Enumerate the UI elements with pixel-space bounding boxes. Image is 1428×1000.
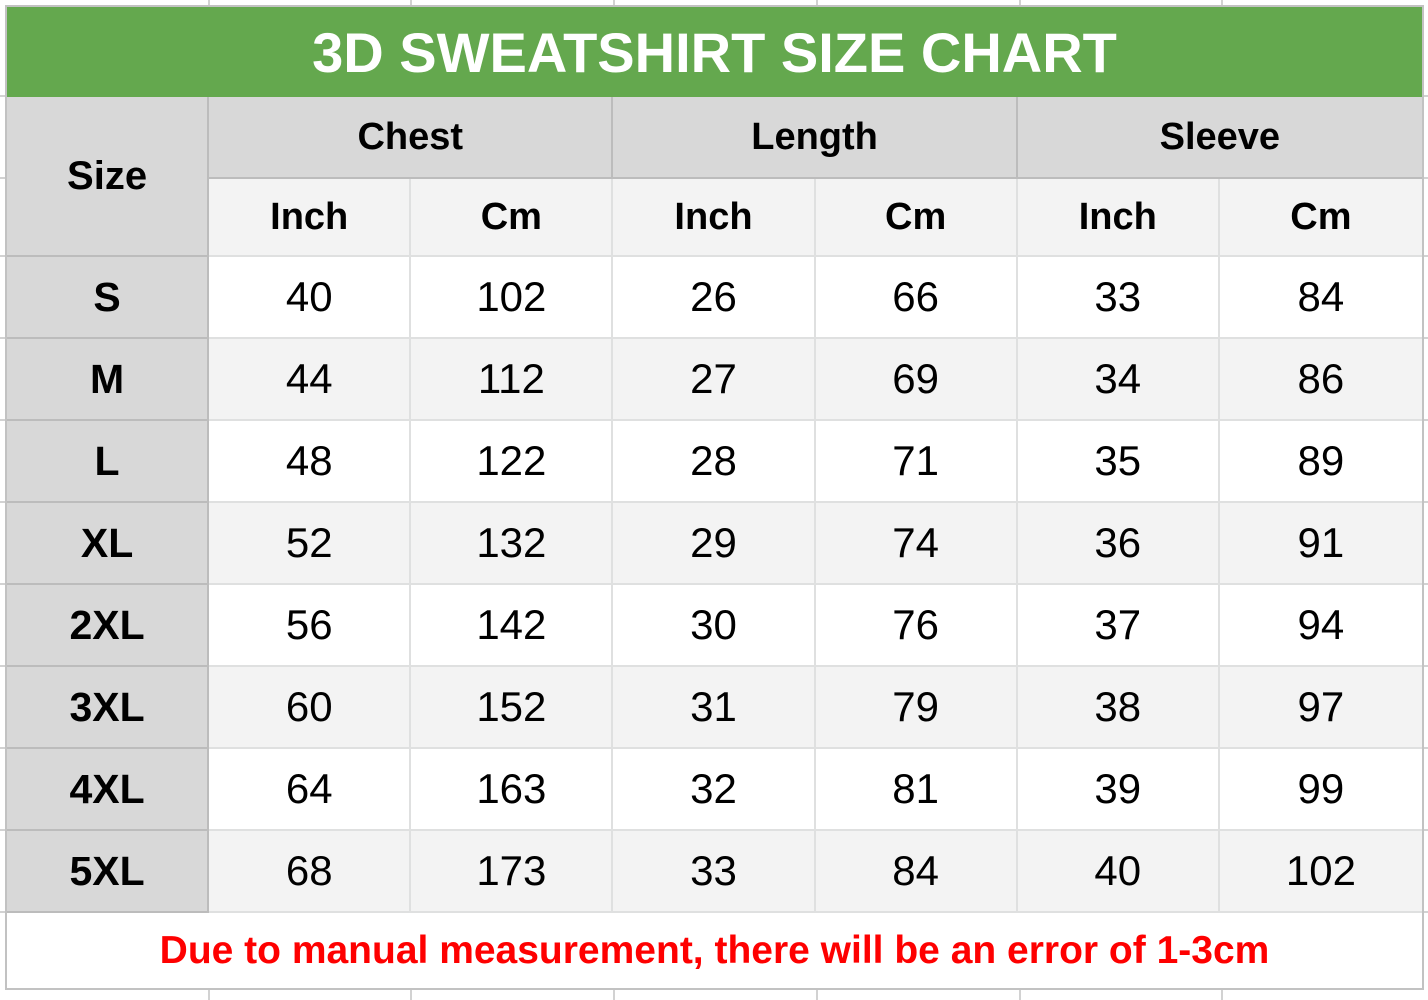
sheet-gridline-tick	[0, 177, 5, 179]
value-cell: 112	[411, 339, 613, 421]
size-cell: S	[7, 257, 209, 339]
sheet-gridline-tick	[1424, 419, 1428, 421]
sheet-gridline-tick	[1424, 829, 1428, 831]
value-cell: 71	[816, 421, 1018, 503]
value-cell: 81	[816, 749, 1018, 831]
sheet-gridline-tick	[1221, 0, 1223, 5]
sheet-gridline-tick	[1424, 177, 1428, 179]
sheet-gridline-tick	[816, 0, 818, 5]
value-cell: 37	[1018, 585, 1220, 667]
header-group-length: Length	[613, 97, 1017, 179]
value-cell: 99	[1220, 749, 1422, 831]
value-cell: 48	[209, 421, 411, 503]
sheet-gridline-tick	[0, 419, 5, 421]
sheet-gridline-tick	[0, 255, 5, 257]
value-cell: 52	[209, 503, 411, 585]
value-cell: 66	[816, 257, 1018, 339]
value-cell: 33	[613, 831, 815, 913]
header-unit-cm: Cm	[1220, 179, 1422, 257]
sheet-gridline-tick	[1424, 501, 1428, 503]
size-chart-title: 3D SWEATSHIRT SIZE CHART	[7, 7, 1422, 97]
header-unit-inch: Inch	[613, 179, 815, 257]
value-cell: 28	[613, 421, 815, 503]
value-cell: 76	[816, 585, 1018, 667]
size-cell: L	[7, 421, 209, 503]
value-cell: 30	[613, 585, 815, 667]
value-cell: 102	[411, 257, 613, 339]
size-cell: 3XL	[7, 667, 209, 749]
value-cell: 94	[1220, 585, 1422, 667]
value-cell: 68	[209, 831, 411, 913]
sheet-gridline-tick	[1019, 0, 1021, 5]
size-cell: XL	[7, 503, 209, 585]
value-cell: 34	[1018, 339, 1220, 421]
sheet-gridline-tick	[0, 337, 5, 339]
sheet-gridline-tick	[410, 990, 412, 1000]
value-cell: 36	[1018, 503, 1220, 585]
header-group-chest: Chest	[209, 97, 613, 179]
value-cell: 38	[1018, 667, 1220, 749]
sheet-gridline-tick	[1424, 665, 1428, 667]
sheet-gridline-tick	[0, 665, 5, 667]
sheet-gridline-tick	[613, 990, 615, 1000]
header-unit-inch: Inch	[1018, 179, 1220, 257]
sheet-gridline-tick	[0, 95, 5, 97]
sheet-gridline-tick	[816, 990, 818, 1000]
value-cell: 79	[816, 667, 1018, 749]
value-cell: 97	[1220, 667, 1422, 749]
size-chart-table	[5, 5, 1424, 990]
sheet-gridline-tick	[1424, 911, 1428, 913]
value-cell: 31	[613, 667, 815, 749]
header-group-sleeve: Sleeve	[1018, 97, 1422, 179]
value-cell: 102	[1220, 831, 1422, 913]
sheet-gridline-tick	[0, 911, 5, 913]
sheet-gridline-tick	[1424, 95, 1428, 97]
sheet-gridline-tick	[0, 747, 5, 749]
value-cell: 60	[209, 667, 411, 749]
value-cell: 33	[1018, 257, 1220, 339]
sheet-gridline-tick	[1221, 990, 1223, 1000]
value-cell: 163	[411, 749, 613, 831]
value-cell: 74	[816, 503, 1018, 585]
size-cell: 5XL	[7, 831, 209, 913]
value-cell: 122	[411, 421, 613, 503]
value-cell: 29	[613, 503, 815, 585]
size-cell: 2XL	[7, 585, 209, 667]
sheet-gridline-tick	[208, 990, 210, 1000]
value-cell: 56	[209, 585, 411, 667]
value-cell: 39	[1018, 749, 1220, 831]
sheet-gridline-tick	[1424, 747, 1428, 749]
value-cell: 86	[1220, 339, 1422, 421]
size-cell: 4XL	[7, 749, 209, 831]
value-cell: 173	[411, 831, 613, 913]
sheet-gridline-tick	[0, 501, 5, 503]
value-cell: 132	[411, 503, 613, 585]
header-size: Size	[7, 97, 209, 257]
value-cell: 64	[209, 749, 411, 831]
value-cell: 40	[1018, 831, 1220, 913]
value-cell: 84	[1220, 257, 1422, 339]
size-cell: M	[7, 339, 209, 421]
header-unit-cm: Cm	[816, 179, 1018, 257]
header-unit-inch: Inch	[209, 179, 411, 257]
value-cell: 32	[613, 749, 815, 831]
value-cell: 35	[1018, 421, 1220, 503]
sheet-gridline-tick	[1424, 337, 1428, 339]
value-cell: 26	[613, 257, 815, 339]
sheet-gridline-tick	[0, 829, 5, 831]
sheet-gridline-tick	[0, 583, 5, 585]
value-cell: 69	[816, 339, 1018, 421]
value-cell: 142	[411, 585, 613, 667]
sheet-gridline-tick	[1424, 583, 1428, 585]
value-cell: 40	[209, 257, 411, 339]
value-cell: 44	[209, 339, 411, 421]
sheet-gridline-tick	[613, 0, 615, 5]
header-unit-cm: Cm	[411, 179, 613, 257]
sheet-gridline-tick	[1019, 990, 1021, 1000]
sheet-gridline-tick	[410, 0, 412, 5]
value-cell: 91	[1220, 503, 1422, 585]
value-cell: 89	[1220, 421, 1422, 503]
value-cell: 84	[816, 831, 1018, 913]
value-cell: 152	[411, 667, 613, 749]
value-cell: 27	[613, 339, 815, 421]
sheet-gridline-tick	[208, 0, 210, 5]
sheet-gridline-tick	[1424, 255, 1428, 257]
measurement-note: Due to manual measurement, there will be an error of 1-3cm	[7, 913, 1422, 988]
